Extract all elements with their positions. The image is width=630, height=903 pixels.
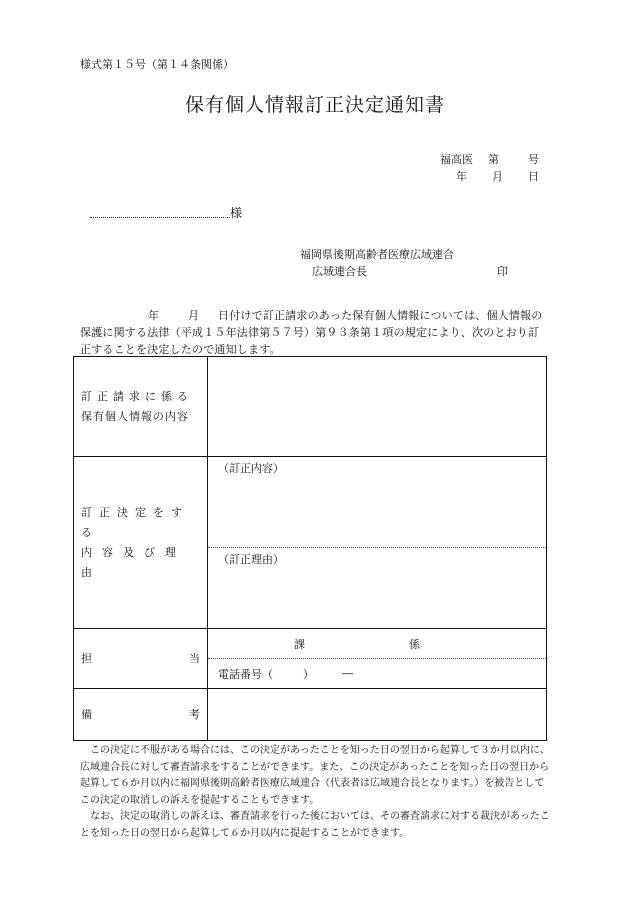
row4-label-left: 備 — [81, 707, 92, 721]
issuer-year: 年 — [456, 170, 467, 183]
dept-kakari: 係 — [409, 637, 420, 651]
notice-body — [80, 307, 550, 358]
seal-mark: 印 — [497, 265, 508, 278]
dept-ka: 課 — [294, 637, 305, 651]
row2-label-line1: 訂正決定をする — [81, 505, 189, 539]
correction-content-area[interactable] — [208, 457, 546, 547]
organization-block — [300, 246, 454, 280]
addressee-field[interactable] — [90, 206, 230, 218]
organization-head: 広域連合長 — [312, 265, 367, 278]
row-content-field[interactable] — [208, 357, 547, 457]
row-content-label — [74, 357, 208, 457]
row1-label-line1: 訂正請求に係る — [81, 389, 193, 403]
body-text: 日付けで訂正請求のあった保有個人情報については、個人情報の保護に関する法律（平成１５年法律第５７号）第９３条第１項の規定により、次のとおり訂正することを決定したので通知します。 — [80, 309, 543, 356]
body-year: 年 — [148, 309, 160, 322]
footer-notes — [80, 743, 550, 842]
issuer-month: 月 — [492, 170, 503, 183]
footer-para2: なお、決定の取消しの訴えは、審査請求を行った後においては、その審査請求に対する裁決があったことを知った日の翌日から起算して６か月以内に提起することができます。 — [80, 811, 550, 839]
row-contact-field — [208, 629, 547, 689]
footer-para1: この決定に不服がある場合には、この決定があったことを知った日の翌日から起算して３か月以内に、広域連合長に対して審査請求をすることができます。また、この決定があったことを知った日の翌日から起算して６か月以内に福岡県後期高齢者医療広域連合（代表者は広域連合長となります。）を被告としてこの決定の取消しの訴えを提起することもできます。 — [80, 745, 550, 806]
row3-label-left: 担 — [81, 651, 92, 665]
row3-label-right: 当 — [189, 651, 200, 665]
row1-label-line2: 保有個人情報の内容 — [81, 409, 189, 423]
body-month: 月 — [188, 309, 200, 322]
correction-reason-label: （訂正理由） — [218, 553, 284, 566]
department-row[interactable] — [208, 629, 546, 659]
tel-label: 電話番号（ — [218, 667, 273, 681]
correction-reason-area[interactable] — [208, 547, 546, 627]
row-contact-label — [74, 629, 208, 689]
issuer-dai: 第 — [488, 153, 499, 166]
correction-content-label: （訂正内容） — [218, 462, 284, 475]
page-title: 保有個人情報訂正決定通知書 — [184, 94, 445, 116]
addressee-suffix: 様 — [230, 206, 243, 220]
decision-table — [73, 356, 547, 741]
row-remarks-field[interactable] — [208, 689, 547, 741]
issuer-prefix: 福高医 — [440, 153, 473, 166]
row-decision-label — [74, 457, 208, 629]
issuer-go: 号 — [528, 153, 539, 166]
organization-name: 福岡県後期高齢者医療広域連合 — [300, 248, 454, 261]
telephone-row[interactable] — [208, 659, 546, 688]
row-decision-field[interactable] — [208, 457, 547, 629]
issuer-day: 日 — [528, 170, 539, 183]
row-remarks-label — [74, 689, 208, 741]
row2-label-line2: 内容及び理由 — [81, 545, 186, 579]
tel-close: ） — [303, 667, 314, 681]
tel-dash: ― — [342, 667, 353, 680]
form-number: 様式第１５号（第１４条関係） — [80, 58, 234, 71]
issuer-reference — [440, 151, 539, 185]
row4-label-right: 考 — [189, 707, 200, 721]
